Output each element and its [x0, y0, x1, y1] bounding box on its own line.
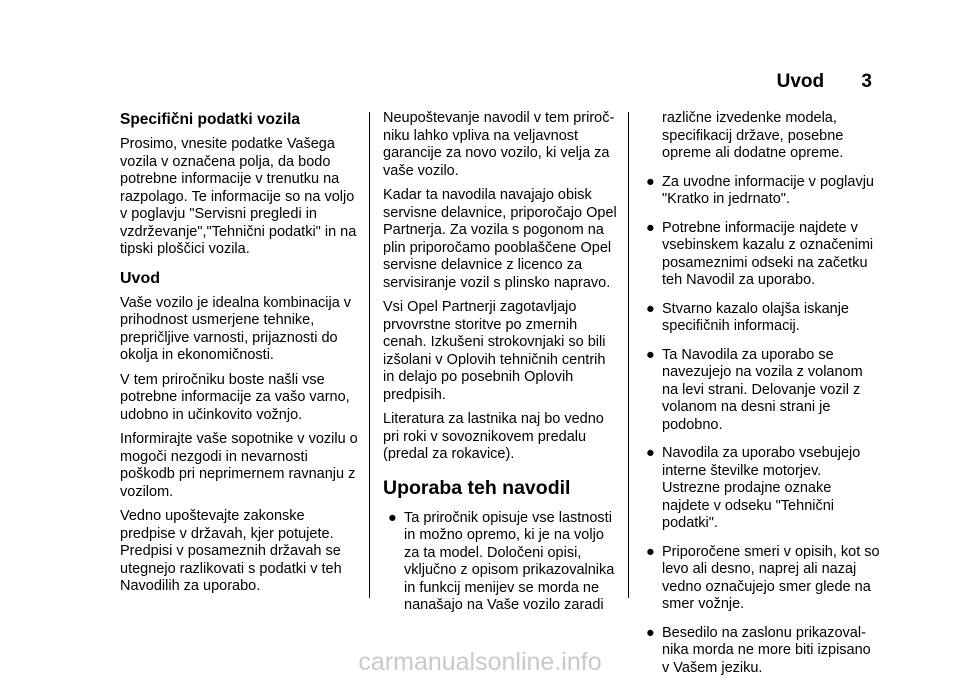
bullet-text: Priporočene smeri v opisih, kot so levo ali desno, naprej ali nazaj vedno označujejo smer glede na smer vožnje.	[662, 543, 880, 612]
column-3	[641, 110, 881, 688]
paragraph: Vsi Opel Partnerji zagotavljajo prvovrstne storitve po zmernih cenah. Izkušeni strokovnjaki so bili izšolani v Oplovih tehničnih centrih in delajo po posebnih Oplovih predpisih.	[383, 299, 606, 403]
heading-using-manual: Uporaba teh navodil	[383, 476, 571, 499]
paragraph: Kadar ta navodila navajajo obisk servisne delavnice, priporočajo Opel Partnerja. Za vozila s pogonom na plin priporočamo pooblaščene Opel servisne delavnice z licenco za servisiranje vozil s plinsko napravo.	[383, 187, 617, 291]
bullet-icon: ●	[646, 543, 655, 560]
column-1	[120, 110, 360, 603]
heading-intro: Uvod	[120, 269, 160, 287]
column-2	[383, 110, 619, 626]
bullet-text: Besedilo na zaslonu prikazoval-nika morda ne more biti izpisano v Vašem jeziku.	[662, 624, 871, 676]
bullet-icon: ●	[646, 300, 655, 317]
heading-vehicle-data: Specifični podatki vozila	[120, 111, 301, 128]
bullet-text: Potrebne informacije najdete v vsebinskem kazalu z označenimi posameznimi odseki na začetku teh Navodil za uporabo.	[662, 219, 874, 288]
paragraph: Vaše vozilo je idealna kombinacija v prihodnost usmerjene tehnike, prepričljive varnosti, prijaznosti do okolja in ekonomičnosti.	[120, 294, 352, 363]
bullet-text: Ta Navodila za uporabo se navezujejo na vozila z volanom na levi strani. Delovanje vozil z volanom na desni strani je podobno.	[662, 346, 863, 433]
paragraph: Literatura za lastnika naj bo vedno pri roki v sovoznikovem predalu (predal za rokavice).	[383, 411, 604, 462]
bullet-continuation: različne izvedenke modela, specifikacij države, posebne opreme ali dodatne opreme.	[662, 110, 844, 161]
bullet-text: Ta priročnik opisuje vse lastnosti in možno opremo, ki je na voljo za ta model. Določeni opisi, vključno z opisom prikazovalnika in funkcij menijev se morda ne nanašajo na Vaše vozilo zaradi	[404, 509, 615, 613]
bullet-text: Za uvodne informacije v poglavju "Kratko in jedrnato".	[662, 173, 874, 207]
watermark: carmanualsonline.info	[358, 648, 602, 676]
page-number: 3	[861, 71, 872, 92]
bullet-item	[641, 174, 881, 209]
paragraph: Informirajte vaše sopotnike v vozilu o mogoči nezgodi in nevarnosti poškodb pri neprimernem ravnanju z vozilom.	[120, 431, 358, 500]
bullet-icon: ●	[646, 445, 655, 461]
column-divider-2	[628, 112, 629, 598]
bullet-item	[383, 510, 619, 615]
bullet-icon: ●	[388, 509, 397, 526]
bullet-item	[641, 301, 881, 336]
bullet-icon: ●	[646, 173, 655, 190]
bullet-icon: ●	[646, 346, 655, 363]
column-divider-1	[369, 112, 370, 598]
paragraph: Prosimo, vnesite podatke Vašega vozila v označena polja, da bodo potrebne informacije v trenutku na razpolago. Te informacije so na voljo v poglavju "Servisni pregledi in vzdrževanje","Tehnični podatki" in na tipski ploščici vozila.	[120, 136, 357, 257]
paragraph: V tem priročniku boste našli vse potrebne informacije za vašo varno, udobno in učinkovito vožnjo.	[120, 371, 350, 423]
bullet-text: Navodila za uporabo vsebujejo interne številke motorjev. Ustrezne prodajne oznake najdete v odseku "Tehnični podatki".	[662, 445, 861, 531]
section-title: Uvod	[776, 71, 825, 92]
page-header	[777, 70, 872, 94]
paragraph: Neupoštevanje navodil v tem priroč-niku lahko vpliva na veljavnost garancije za novo vozilo, ki velja za vaše vozilo.	[383, 110, 615, 179]
bullet-item	[641, 220, 881, 290]
bullet-item	[641, 544, 881, 614]
bullet-item	[641, 445, 881, 533]
bullet-icon: ●	[646, 624, 655, 641]
bullet-text: Stvarno kazalo olajša iskanje specifičnih informacij.	[662, 300, 849, 334]
paragraph: Vedno upoštevajte zakonske predpise v državah, kjer potujete. Predpisi v posameznih državah se utegnejo razlikovati s podatki v teh Navodilih za uporabo.	[120, 508, 342, 594]
bullet-icon: ●	[646, 219, 655, 236]
bullet-item	[641, 347, 881, 435]
